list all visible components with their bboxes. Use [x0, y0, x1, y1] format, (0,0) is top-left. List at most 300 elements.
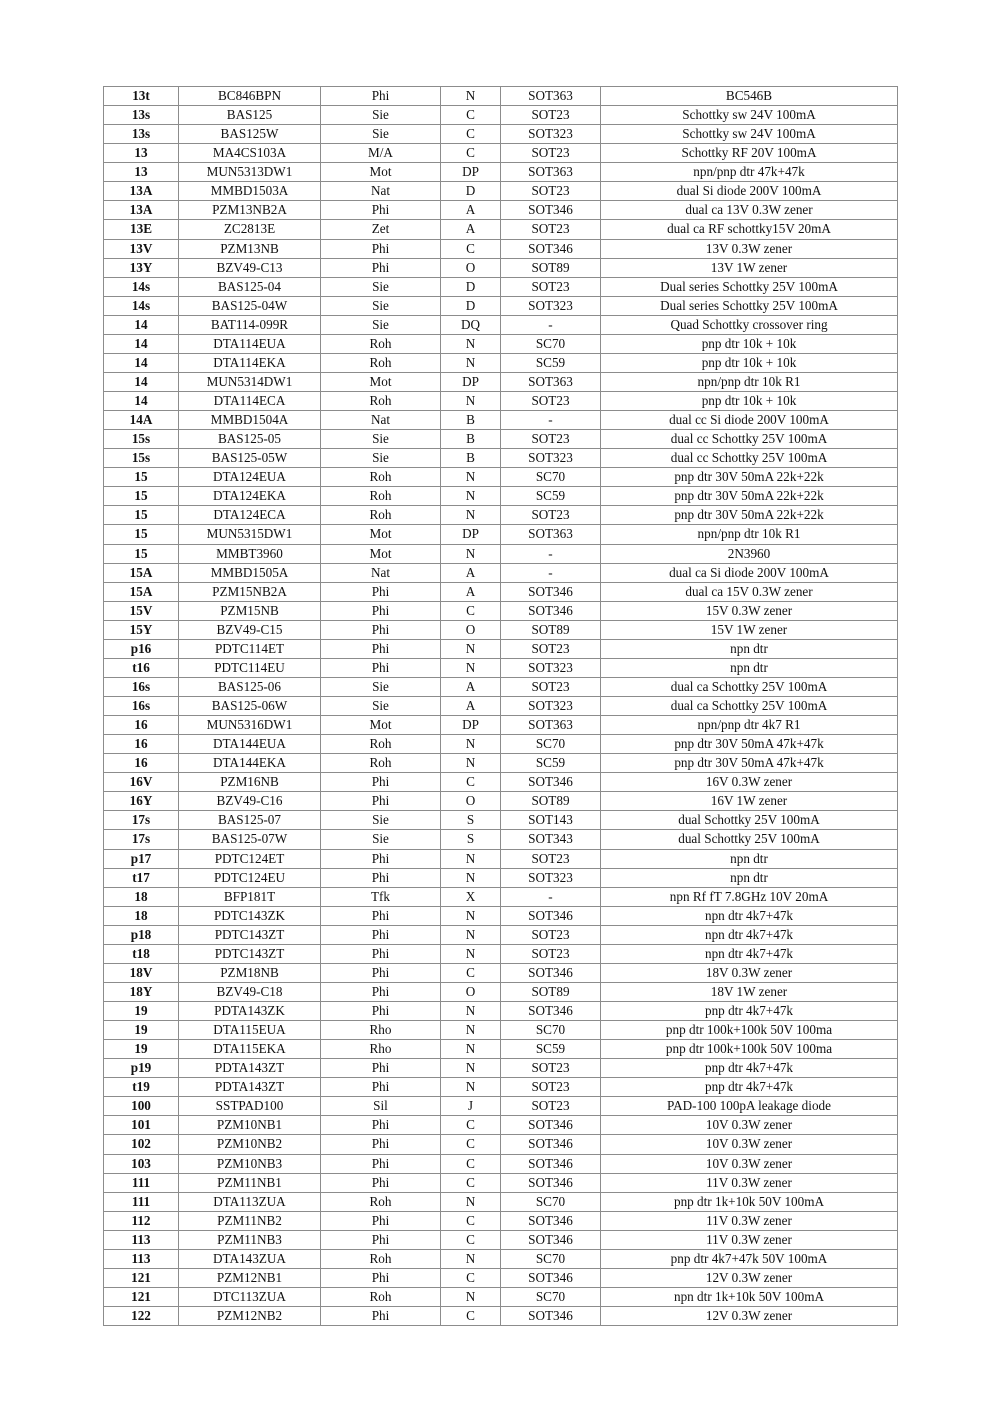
smd-code-cell: 14A — [104, 411, 179, 430]
description-cell: npn/pnp dtr 4k7 R1 — [601, 716, 898, 735]
package-pinout-cell: N — [441, 944, 501, 963]
part-number-cell: PDTC143ZT — [179, 944, 321, 963]
smd-code-cell: 16 — [104, 716, 179, 735]
package-pinout-cell: C — [441, 1173, 501, 1192]
manufacturer-cell: Phi — [321, 1002, 441, 1021]
manufacturer-cell: Roh — [321, 735, 441, 754]
package-pinout-cell: N — [441, 754, 501, 773]
table-row — [104, 563, 898, 582]
part-number-cell: MMBD1505A — [179, 563, 321, 582]
manufacturer-cell: Roh — [321, 487, 441, 506]
package-cell: SOT23 — [501, 1059, 601, 1078]
smd-code-cell: 113 — [104, 1249, 179, 1268]
table-row — [104, 582, 898, 601]
package-pinout-cell: B — [441, 430, 501, 449]
description-cell: pnp dtr 4k7+47k — [601, 1059, 898, 1078]
manufacturer-cell: Phi — [321, 792, 441, 811]
manufacturer-cell: Phi — [321, 849, 441, 868]
package-pinout-cell: C — [441, 1135, 501, 1154]
description-cell: 15V 0.3W zener — [601, 601, 898, 620]
package-cell: SOT23 — [501, 849, 601, 868]
manufacturer-cell: Phi — [321, 944, 441, 963]
package-pinout-cell: DP — [441, 372, 501, 391]
manufacturer-cell: Sie — [321, 697, 441, 716]
smd-code-cell: 14 — [104, 353, 179, 372]
package-cell: SOT343 — [501, 830, 601, 849]
package-pinout-cell: N — [441, 735, 501, 754]
part-number-cell: PDTA143ZK — [179, 1002, 321, 1021]
package-cell: SC70 — [501, 1249, 601, 1268]
part-number-cell: ZC2813E — [179, 220, 321, 239]
manufacturer-cell: Phi — [321, 582, 441, 601]
smd-code-cell: 15A — [104, 563, 179, 582]
description-cell: 16V 0.3W zener — [601, 773, 898, 792]
table-row — [104, 144, 898, 163]
manufacturer-cell: Phi — [321, 925, 441, 944]
package-pinout-cell: A — [441, 677, 501, 696]
package-cell: SOT23 — [501, 925, 601, 944]
package-cell: SOT89 — [501, 792, 601, 811]
package-cell: SOT23 — [501, 430, 601, 449]
package-pinout-cell: D — [441, 182, 501, 201]
part-number-cell: DTA124EKA — [179, 487, 321, 506]
description-cell: npn dtr — [601, 639, 898, 658]
smd-code-cell: 13V — [104, 239, 179, 258]
part-number-cell: BZV49-C13 — [179, 258, 321, 277]
package-pinout-cell: N — [441, 906, 501, 925]
table-row — [104, 658, 898, 677]
description-cell: 12V 0.3W zener — [601, 1268, 898, 1287]
package-pinout-cell: DQ — [441, 315, 501, 334]
table-row — [104, 87, 898, 106]
table-row — [104, 525, 898, 544]
smd-code-cell: 122 — [104, 1307, 179, 1326]
part-number-cell: SSTPAD100 — [179, 1097, 321, 1116]
package-cell: SOT23 — [501, 639, 601, 658]
table-row — [104, 506, 898, 525]
smd-code-cell: 18V — [104, 963, 179, 982]
table-row — [104, 201, 898, 220]
part-number-cell: BFP181T — [179, 887, 321, 906]
package-pinout-cell: N — [441, 468, 501, 487]
package-pinout-cell: N — [441, 639, 501, 658]
description-cell: dual Schottky 25V 100mA — [601, 830, 898, 849]
manufacturer-cell: Roh — [321, 1287, 441, 1306]
package-cell: SC70 — [501, 334, 601, 353]
part-number-cell: DTA143ZUA — [179, 1249, 321, 1268]
package-cell: SOT346 — [501, 201, 601, 220]
table-row — [104, 1078, 898, 1097]
description-cell: pnp dtr 100k+100k 50V 100ma — [601, 1040, 898, 1059]
part-number-cell: DTA115EUA — [179, 1021, 321, 1040]
table-row — [104, 258, 898, 277]
smd-code-cell: 101 — [104, 1116, 179, 1135]
table-row — [104, 1192, 898, 1211]
description-cell: pnp dtr 10k + 10k — [601, 392, 898, 411]
smd-code-cell: 15s — [104, 430, 179, 449]
part-number-cell: PZM13NB2A — [179, 201, 321, 220]
part-number-cell: PZM12NB2 — [179, 1307, 321, 1326]
smd-code-cell: t17 — [104, 868, 179, 887]
smd-code-cell: 19 — [104, 1002, 179, 1021]
part-number-cell: PZM15NB2A — [179, 582, 321, 601]
manufacturer-cell: Phi — [321, 1173, 441, 1192]
smd-code-cell: 15V — [104, 601, 179, 620]
manufacturer-cell: Mot — [321, 544, 441, 563]
package-cell: - — [501, 563, 601, 582]
description-cell: 2N3960 — [601, 544, 898, 563]
description-cell: npn/pnp dtr 47k+47k — [601, 163, 898, 182]
description-cell: Dual series Schottky 25V 100mA — [601, 296, 898, 315]
package-cell: SOT89 — [501, 982, 601, 1001]
smd-code-cell: t16 — [104, 658, 179, 677]
description-cell: 11V 0.3W zener — [601, 1211, 898, 1230]
package-pinout-cell: N — [441, 506, 501, 525]
package-pinout-cell: N — [441, 1287, 501, 1306]
smd-code-cell: 18 — [104, 887, 179, 906]
table-row — [104, 849, 898, 868]
part-number-cell: MA4CS103A — [179, 144, 321, 163]
smd-code-cell: 18 — [104, 906, 179, 925]
table-row — [104, 468, 898, 487]
smd-code-cell: t19 — [104, 1078, 179, 1097]
description-cell: npn dtr 4k7+47k — [601, 925, 898, 944]
manufacturer-cell: Tfk — [321, 887, 441, 906]
package-cell: SOT346 — [501, 239, 601, 258]
manufacturer-cell: Sie — [321, 315, 441, 334]
table-row — [104, 982, 898, 1001]
description-cell: dual ca Schottky 25V 100mA — [601, 697, 898, 716]
smd-code-cell: 16V — [104, 773, 179, 792]
package-cell: SOT346 — [501, 1154, 601, 1173]
manufacturer-cell: Phi — [321, 1135, 441, 1154]
package-pinout-cell: N — [441, 87, 501, 106]
description-cell: 10V 0.3W zener — [601, 1116, 898, 1135]
manufacturer-cell: Roh — [321, 468, 441, 487]
table-row — [104, 372, 898, 391]
part-number-cell: BAS125W — [179, 125, 321, 144]
package-pinout-cell: C — [441, 963, 501, 982]
description-cell: pnp dtr 1k+10k 50V 100mA — [601, 1192, 898, 1211]
smd-code-cell: 15Y — [104, 620, 179, 639]
description-cell: pnp dtr 4k7+47k — [601, 1078, 898, 1097]
smd-code-cell: 16 — [104, 754, 179, 773]
smd-code-cell: p16 — [104, 639, 179, 658]
part-number-cell: PZM10NB1 — [179, 1116, 321, 1135]
description-cell: 12V 0.3W zener — [601, 1307, 898, 1326]
manufacturer-cell: Phi — [321, 620, 441, 639]
part-number-cell: PDTC143ZK — [179, 906, 321, 925]
smd-code-table-container — [103, 86, 897, 1326]
smd-code-table — [103, 86, 898, 1326]
smd-code-cell: 16 — [104, 735, 179, 754]
part-number-cell: PDTC114ET — [179, 639, 321, 658]
part-number-cell: DTA114ECA — [179, 392, 321, 411]
package-pinout-cell: N — [441, 868, 501, 887]
table-row — [104, 182, 898, 201]
smd-code-cell: p19 — [104, 1059, 179, 1078]
part-number-cell: MUN5315DW1 — [179, 525, 321, 544]
package-pinout-cell: S — [441, 830, 501, 849]
manufacturer-cell: Nat — [321, 182, 441, 201]
table-row — [104, 430, 898, 449]
package-cell: SOT346 — [501, 1211, 601, 1230]
manufacturer-cell: Sie — [321, 277, 441, 296]
package-cell: SOT346 — [501, 1230, 601, 1249]
table-row — [104, 830, 898, 849]
smd-code-cell: 14 — [104, 372, 179, 391]
manufacturer-cell: Phi — [321, 239, 441, 258]
part-number-cell: BAS125 — [179, 106, 321, 125]
package-pinout-cell: N — [441, 1040, 501, 1059]
description-cell: Schottky RF 20V 100mA — [601, 144, 898, 163]
description-cell: 10V 0.3W zener — [601, 1135, 898, 1154]
manufacturer-cell: Phi — [321, 658, 441, 677]
manufacturer-cell: Phi — [321, 1116, 441, 1135]
smd-code-cell: 103 — [104, 1154, 179, 1173]
smd-code-cell: p17 — [104, 849, 179, 868]
part-number-cell: BAS125-06 — [179, 677, 321, 696]
package-cell: - — [501, 411, 601, 430]
package-pinout-cell: N — [441, 849, 501, 868]
part-number-cell: DTA124ECA — [179, 506, 321, 525]
description-cell: npn Rf fT 7.8GHz 10V 20mA — [601, 887, 898, 906]
smd-code-cell: 13 — [104, 144, 179, 163]
smd-code-cell: 121 — [104, 1287, 179, 1306]
table-row — [104, 392, 898, 411]
package-pinout-cell: N — [441, 487, 501, 506]
package-cell: SOT23 — [501, 677, 601, 696]
description-cell: dual ca Schottky 25V 100mA — [601, 677, 898, 696]
table-row — [104, 353, 898, 372]
table-row — [104, 944, 898, 963]
smd-code-cell: 17s — [104, 830, 179, 849]
smd-code-cell: 19 — [104, 1040, 179, 1059]
smd-code-cell: 15A — [104, 582, 179, 601]
table-row — [104, 544, 898, 563]
part-number-cell: BZV49-C18 — [179, 982, 321, 1001]
package-cell: SC70 — [501, 1287, 601, 1306]
description-cell: Schottky sw 24V 100mA — [601, 106, 898, 125]
description-cell: pnp dtr 30V 50mA 47k+47k — [601, 754, 898, 773]
table-row — [104, 1002, 898, 1021]
package-cell: SOT346 — [501, 1002, 601, 1021]
description-cell: Quad Schottky crossover ring — [601, 315, 898, 334]
smd-code-cell: 16Y — [104, 792, 179, 811]
manufacturer-cell: Roh — [321, 754, 441, 773]
table-row — [104, 697, 898, 716]
package-pinout-cell: N — [441, 1192, 501, 1211]
table-row — [104, 963, 898, 982]
package-pinout-cell: C — [441, 773, 501, 792]
package-cell: SOT363 — [501, 525, 601, 544]
package-pinout-cell: N — [441, 544, 501, 563]
description-cell: pnp dtr 4k7+47k — [601, 1002, 898, 1021]
package-pinout-cell: O — [441, 982, 501, 1001]
manufacturer-cell: Roh — [321, 506, 441, 525]
part-number-cell: PDTC124ET — [179, 849, 321, 868]
smd-code-cell: 14 — [104, 392, 179, 411]
manufacturer-cell: Roh — [321, 334, 441, 353]
description-cell: npn dtr 4k7+47k — [601, 944, 898, 963]
part-number-cell: MMBT3960 — [179, 544, 321, 563]
smd-code-cell: 102 — [104, 1135, 179, 1154]
smd-code-cell: 112 — [104, 1211, 179, 1230]
package-cell: SOT346 — [501, 1116, 601, 1135]
table-row — [104, 677, 898, 696]
manufacturer-cell: Roh — [321, 1249, 441, 1268]
part-number-cell: MMBD1504A — [179, 411, 321, 430]
part-number-cell: PDTA143ZT — [179, 1078, 321, 1097]
package-pinout-cell: N — [441, 1078, 501, 1097]
description-cell: npn dtr — [601, 868, 898, 887]
part-number-cell: MUN5314DW1 — [179, 372, 321, 391]
description-cell: pnp dtr 30V 50mA 47k+47k — [601, 735, 898, 754]
part-number-cell: PZM12NB1 — [179, 1268, 321, 1287]
package-pinout-cell: C — [441, 1230, 501, 1249]
description-cell: pnp dtr 100k+100k 50V 100ma — [601, 1021, 898, 1040]
part-number-cell: PZM16NB — [179, 773, 321, 792]
manufacturer-cell: Sie — [321, 830, 441, 849]
package-cell: SOT346 — [501, 1135, 601, 1154]
package-cell: - — [501, 315, 601, 334]
part-number-cell: BAS125-07W — [179, 830, 321, 849]
package-cell: SOT23 — [501, 277, 601, 296]
description-cell: PAD-100 100pA leakage diode — [601, 1097, 898, 1116]
package-pinout-cell: N — [441, 658, 501, 677]
table-row — [104, 1173, 898, 1192]
part-number-cell: PDTA143ZT — [179, 1059, 321, 1078]
part-number-cell: PZM10NB3 — [179, 1154, 321, 1173]
manufacturer-cell: Mot — [321, 372, 441, 391]
manufacturer-cell: Roh — [321, 1192, 441, 1211]
manufacturer-cell: Sie — [321, 296, 441, 315]
table-row — [104, 487, 898, 506]
manufacturer-cell: Sie — [321, 125, 441, 144]
manufacturer-cell: Rho — [321, 1021, 441, 1040]
smd-code-cell: 14 — [104, 315, 179, 334]
package-cell: SOT363 — [501, 163, 601, 182]
description-cell: dual ca 13V 0.3W zener — [601, 201, 898, 220]
package-cell: SOT23 — [501, 144, 601, 163]
manufacturer-cell: Phi — [321, 87, 441, 106]
manufacturer-cell: Sie — [321, 811, 441, 830]
package-pinout-cell: D — [441, 296, 501, 315]
manufacturer-cell: Phi — [321, 1230, 441, 1249]
description-cell: dual ca RF schottky15V 20mA — [601, 220, 898, 239]
package-cell: SOT346 — [501, 1173, 601, 1192]
manufacturer-cell: Phi — [321, 1059, 441, 1078]
manufacturer-cell: Zet — [321, 220, 441, 239]
package-cell: SOT346 — [501, 1268, 601, 1287]
smd-code-cell: 14s — [104, 277, 179, 296]
smd-code-cell: 14 — [104, 334, 179, 353]
part-number-cell: DTA144EKA — [179, 754, 321, 773]
smd-code-cell: t18 — [104, 944, 179, 963]
part-number-cell: PDTC143ZT — [179, 925, 321, 944]
table-row — [104, 868, 898, 887]
package-pinout-cell: J — [441, 1097, 501, 1116]
manufacturer-cell: Mot — [321, 525, 441, 544]
smd-code-cell: 18Y — [104, 982, 179, 1001]
part-number-cell: BAS125-04 — [179, 277, 321, 296]
manufacturer-cell: Rho — [321, 1040, 441, 1059]
package-pinout-cell: B — [441, 449, 501, 468]
table-row — [104, 1287, 898, 1306]
smd-code-cell: 17s — [104, 811, 179, 830]
package-cell: SOT323 — [501, 449, 601, 468]
part-number-cell: BAS125-05W — [179, 449, 321, 468]
part-number-cell: BAS125-05 — [179, 430, 321, 449]
smd-code-cell: 16s — [104, 677, 179, 696]
part-number-cell: PZM10NB2 — [179, 1135, 321, 1154]
part-number-cell: BC846BPN — [179, 87, 321, 106]
part-number-cell: PZM11NB2 — [179, 1211, 321, 1230]
description-cell: Schottky sw 24V 100mA — [601, 125, 898, 144]
manufacturer-cell: Phi — [321, 773, 441, 792]
smd-code-cell: 16s — [104, 697, 179, 716]
package-pinout-cell: O — [441, 620, 501, 639]
package-cell: SOT323 — [501, 658, 601, 677]
manufacturer-cell: Nat — [321, 563, 441, 582]
part-number-cell: DTA113ZUA — [179, 1192, 321, 1211]
manufacturer-cell: Phi — [321, 201, 441, 220]
manufacturer-cell: Sie — [321, 677, 441, 696]
part-number-cell: BZV49-C16 — [179, 792, 321, 811]
package-pinout-cell: N — [441, 334, 501, 353]
part-number-cell: DTA114EKA — [179, 353, 321, 372]
table-row — [104, 1154, 898, 1173]
table-row — [104, 906, 898, 925]
package-pinout-cell: A — [441, 582, 501, 601]
package-pinout-cell: C — [441, 1307, 501, 1326]
package-pinout-cell: C — [441, 1211, 501, 1230]
part-number-cell: DTA124EUA — [179, 468, 321, 487]
manufacturer-cell: Mot — [321, 716, 441, 735]
package-pinout-cell: C — [441, 1154, 501, 1173]
table-row — [104, 1307, 898, 1326]
table-row — [104, 639, 898, 658]
manufacturer-cell: Sie — [321, 449, 441, 468]
smd-code-cell: 15s — [104, 449, 179, 468]
table-body — [104, 87, 898, 1326]
smd-code-cell: 13t — [104, 87, 179, 106]
package-pinout-cell: C — [441, 601, 501, 620]
package-cell: SC70 — [501, 1021, 601, 1040]
manufacturer-cell: Phi — [321, 982, 441, 1001]
package-pinout-cell: N — [441, 1249, 501, 1268]
manufacturer-cell: Phi — [321, 601, 441, 620]
package-cell: SOT346 — [501, 582, 601, 601]
part-number-cell: BAS125-06W — [179, 697, 321, 716]
manufacturer-cell: Phi — [321, 258, 441, 277]
description-cell: dual cc Schottky 25V 100mA — [601, 449, 898, 468]
package-cell: SOT346 — [501, 963, 601, 982]
part-number-cell: PDTC114EU — [179, 658, 321, 677]
table-row — [104, 449, 898, 468]
package-pinout-cell: A — [441, 697, 501, 716]
table-row — [104, 754, 898, 773]
description-cell: pnp dtr 10k + 10k — [601, 334, 898, 353]
table-row — [104, 887, 898, 906]
manufacturer-cell: Nat — [321, 411, 441, 430]
package-cell: SOT23 — [501, 106, 601, 125]
package-cell: SOT323 — [501, 868, 601, 887]
package-cell: SOT363 — [501, 372, 601, 391]
description-cell: 11V 0.3W zener — [601, 1173, 898, 1192]
package-pinout-cell: O — [441, 258, 501, 277]
package-pinout-cell: N — [441, 1021, 501, 1040]
